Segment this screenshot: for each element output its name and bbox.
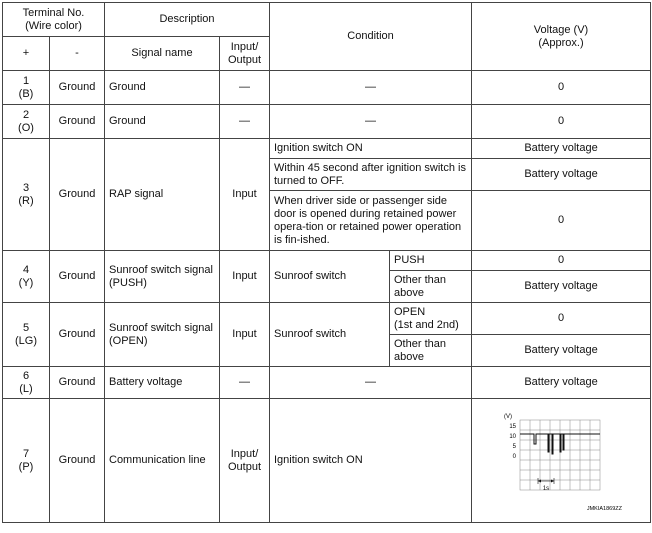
signal-name-cell: Battery voltage bbox=[105, 367, 220, 399]
terminal-cell bbox=[3, 71, 50, 105]
figure-code: JMKIA1869ZZ bbox=[586, 505, 623, 512]
signal-name-cell bbox=[105, 251, 220, 303]
minus-cell: Ground bbox=[50, 139, 105, 251]
signal-name-line1: Sunroof switch signal bbox=[109, 263, 213, 276]
table-row bbox=[3, 399, 651, 523]
wire-color: (Y) bbox=[18, 276, 34, 289]
waveform-ytick: 5 bbox=[512, 443, 517, 450]
voltage-cell: Battery voltage bbox=[472, 271, 651, 303]
voltage-cell: 0 bbox=[472, 251, 651, 271]
header-terminal-no bbox=[3, 3, 105, 37]
table-row bbox=[3, 303, 651, 335]
waveform-time-scale bbox=[538, 478, 554, 484]
wire-color: (LG) bbox=[15, 334, 37, 347]
sub-condition-line2: (1st and 2nd) bbox=[394, 318, 459, 331]
terminal-cell bbox=[3, 139, 50, 251]
waveform-trace bbox=[520, 434, 600, 454]
header-input-output bbox=[220, 37, 270, 71]
voltage-cell: 0 bbox=[472, 303, 651, 335]
terminal-cell bbox=[3, 303, 50, 367]
terminal-spec-table bbox=[2, 2, 651, 523]
table-row bbox=[3, 251, 651, 271]
condition-cell: Sunroof switch bbox=[270, 303, 390, 367]
voltage-cell: 0 bbox=[472, 105, 651, 139]
signal-name-cell: RAP signal bbox=[105, 139, 220, 251]
signal-name-cell: Communication line bbox=[105, 399, 220, 523]
sub-condition-cell bbox=[390, 271, 472, 303]
signal-name-cell bbox=[105, 303, 220, 367]
signal-name-cell: Ground bbox=[105, 71, 220, 105]
sub-condition-line2: above bbox=[394, 286, 424, 299]
header-description: Description bbox=[105, 3, 270, 37]
signal-name-line2: (PUSH) bbox=[109, 276, 147, 289]
header-voltage-label: Voltage (V) bbox=[533, 23, 589, 36]
terminal-cell bbox=[3, 105, 50, 139]
voltage-cell: Battery voltage bbox=[472, 139, 651, 159]
voltage-cell: Battery voltage bbox=[472, 159, 651, 191]
minus-cell: Ground bbox=[50, 399, 105, 523]
condition-cell: — bbox=[270, 71, 472, 105]
condition-cell: When driver side or passenger side door is opened during retained power opera-tion or retained power operation is fin-ished. bbox=[270, 191, 472, 251]
sub-condition-line2: above bbox=[394, 350, 424, 363]
minus-cell: Ground bbox=[50, 71, 105, 105]
voltage-cell: Battery voltage bbox=[472, 367, 651, 399]
sub-condition-cell: PUSH bbox=[390, 251, 472, 271]
sub-condition-cell bbox=[390, 303, 472, 335]
terminal-number: 1 bbox=[22, 74, 30, 87]
header-minus: - bbox=[50, 37, 105, 71]
signal-name-line1: Sunroof switch signal bbox=[109, 321, 213, 334]
minus-cell: Ground bbox=[50, 105, 105, 139]
header-wire-color-label: (Wire color) bbox=[25, 19, 82, 32]
voltage-cell: Battery voltage bbox=[472, 335, 651, 367]
signal-name-line2: (OPEN) bbox=[109, 334, 148, 347]
terminal-number: 5 bbox=[22, 321, 30, 334]
minus-cell: Ground bbox=[50, 303, 105, 367]
waveform-cell bbox=[472, 399, 651, 523]
io-cell: Input bbox=[220, 303, 270, 367]
io-line1: Input/ bbox=[230, 447, 259, 460]
table-row bbox=[3, 367, 651, 399]
header-plus: + bbox=[3, 37, 50, 71]
voltage-cell: 0 bbox=[472, 71, 651, 105]
header-voltage-approx-label: (Approx.) bbox=[538, 36, 584, 49]
io-cell: — bbox=[220, 367, 270, 399]
terminal-number: 4 bbox=[22, 263, 30, 276]
header-signal-name: Signal name bbox=[105, 37, 220, 71]
sub-condition-cell bbox=[390, 335, 472, 367]
waveform-ytick: 15 bbox=[509, 423, 517, 430]
waveform-ytick: 0 bbox=[512, 453, 517, 460]
terminal-number: 6 bbox=[22, 369, 30, 382]
table-row bbox=[3, 105, 651, 139]
terminal-number: 7 bbox=[22, 447, 30, 460]
wire-color: (L) bbox=[19, 382, 33, 395]
waveform-unit: (V) bbox=[504, 413, 513, 420]
terminal-cell bbox=[3, 399, 50, 523]
header-terminal-no-label: Terminal No. bbox=[22, 6, 85, 19]
io-cell: Input bbox=[220, 139, 270, 251]
waveform-figure bbox=[496, 406, 626, 516]
table-row bbox=[3, 139, 651, 159]
sub-condition-line1: OPEN bbox=[394, 305, 426, 318]
header-io-line1: Input/ bbox=[230, 40, 259, 53]
sub-condition-line1: Other than bbox=[394, 337, 446, 350]
voltage-cell: 0 bbox=[472, 191, 651, 251]
header-condition: Condition bbox=[270, 3, 472, 71]
terminal-number: 3 bbox=[22, 181, 30, 194]
header-voltage bbox=[472, 3, 651, 71]
signal-name-cell: Ground bbox=[105, 105, 220, 139]
io-cell bbox=[220, 399, 270, 523]
condition-cell: — bbox=[270, 367, 472, 399]
condition-cell: Ignition switch ON bbox=[270, 139, 472, 159]
wire-color: (R) bbox=[18, 194, 34, 207]
wire-color: (B) bbox=[18, 87, 34, 100]
wire-color: (P) bbox=[18, 460, 34, 473]
minus-cell: Ground bbox=[50, 251, 105, 303]
waveform-time-label: 1s bbox=[542, 485, 550, 492]
header-io-line2: Output bbox=[227, 53, 262, 66]
io-cell: — bbox=[220, 105, 270, 139]
waveform-ytick: 10 bbox=[509, 433, 517, 440]
condition-cell: — bbox=[270, 105, 472, 139]
table-row bbox=[3, 71, 651, 105]
terminal-cell bbox=[3, 251, 50, 303]
terminal-number: 2 bbox=[22, 108, 30, 121]
io-line2: Output bbox=[227, 460, 262, 473]
condition-cell: Ignition switch ON bbox=[270, 399, 472, 523]
io-cell: — bbox=[220, 71, 270, 105]
waveform-grid bbox=[520, 420, 600, 490]
minus-cell: Ground bbox=[50, 367, 105, 399]
terminal-cell bbox=[3, 367, 50, 399]
wire-color: (O) bbox=[18, 121, 34, 134]
condition-cell: Within 45 second after ignition switch is turned to OFF. bbox=[270, 159, 472, 191]
condition-cell: Sunroof switch bbox=[270, 251, 390, 303]
sub-condition-line1: Other than bbox=[394, 273, 446, 286]
io-cell: Input bbox=[220, 251, 270, 303]
